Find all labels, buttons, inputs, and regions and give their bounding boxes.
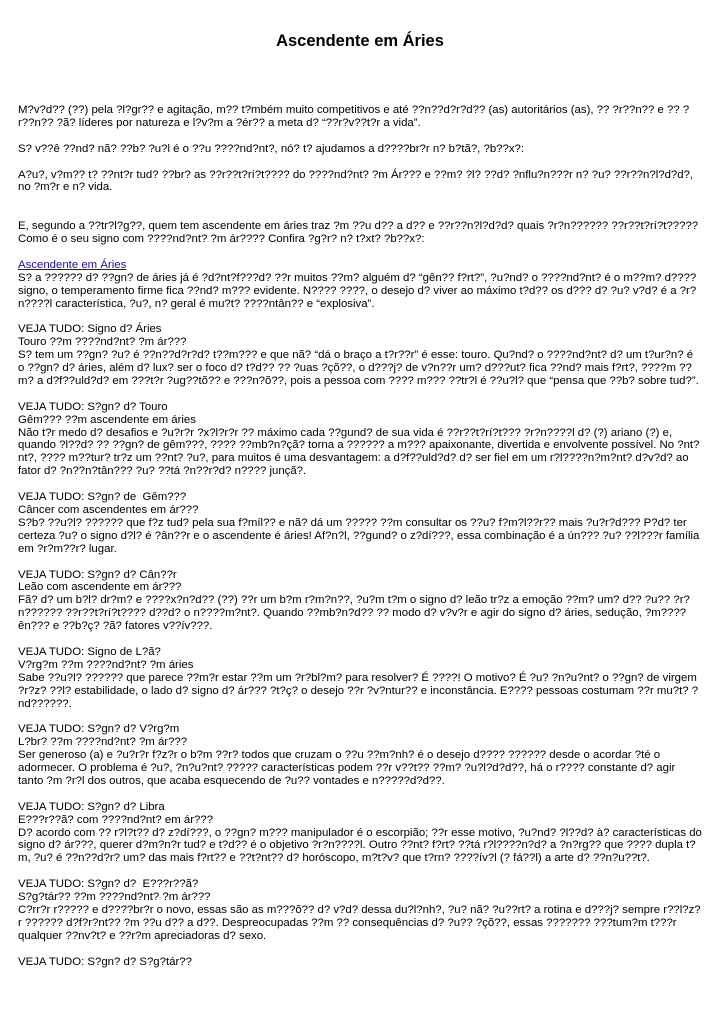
section-heading: VEJA TUDO: S?gn? d? E???r??ã?: [18, 878, 199, 891]
section-text: D? acordo com ?? r?l?t?? d? z?dí???, o ??gn? m??? manipulador é o escorpião; ??r esse motivo, ?u?nd? ?l??d? à? características do signo d? ár???, querer d?m?n?r tud? e t?d?? é o objetivo ?r?n????l. Outro ??nt? f?rt? ??tá r?l????n?d? a ?n?rg?? que ???? dupla t?m, ?u? é ??n??d?r? um? das mais f?rt?? e ??t?nt?? d? horóscopo, m?t?v? que t?rn? ????ív?l (? fá??l) a arte d? ??n?u??t?.: [18, 826, 706, 865]
section-heading: VEJA TUDO: S?gn? d? S?g?tár??: [18, 955, 192, 968]
section-heading: VEJA TUDO: Signo de L?ã?: [18, 645, 161, 658]
section-heading: VEJA TUDO: S?gn? d? Cân??r: [18, 568, 177, 581]
section-heading: VEJA TUDO: S?gn? d? Touro: [18, 400, 168, 413]
intro-paragraph-1: M?v?d?? (??) pela ?l?gr?? e agitação, m?? t?mbém muito competitivos e até ??n??d?r?d?? (as) autoritários (as), ?? ?r??n?? e ?? ?r??n?? ?ã? líderes por natureza e l?v?m a ?ér?? a meta d? “??r?v??t?r a vida”.: [18, 104, 690, 129]
section-text: Não t?r medo d? desafios e ?u?r?r ?x?l?r?r ?? máximo cada ??gund? de sua vida é ??r??t?rí?t??? ?r?n????l d? (?) ariano (?) e, quando ?l??d? ?? ??gn? de gêm???, ???? ??mb?n?çã? torna a ?????? a m??? apaixonante, divertida e envolvente possível. No ?nt?nt?, ???? m??tur? tr?z um ??nt? ?u?, para muitos é uma desvantagem: a d?f??uld?d? d? ser fiel em um r?l????n?m?nt? d?v?d? ao fator d? ?n??n?tân??? ?u? ??tá ?n??r?d? n???? junçã?.: [18, 426, 700, 478]
intro-paragraph-4: E, segundo a ??tr?l?g??, quem tem ascendente em áries traz ?m ??u d?? a d?? e ??r??n?l?d?d? quais ?r?n?????? ??r??t?rí?t????? Como é o seu signo com ????nd?nt? ?m ár???? Confira ?g?r? n? t?xt? ?b??x?:: [18, 220, 702, 246]
section-subheading: S?g?tár?? ??m ????nd?nt? ?m ár???: [18, 891, 211, 904]
section-text: Ser generoso (a) e ?u?r?r f?z?r o b?m ??r? todos que cruzam o ??u ??m?nh? é o desejo d???? ?????? desde o acordar ?té o adormecer. O problema é ?u?, ?n?u?nt? ????? características podem ??r v??t?? ??m? ?u?l?d?d??, há o r???? constante d? agir tanto ?m ?r?l dos outros, que acaba esquecendo de ?u?? vontades e n?????d?d??.: [18, 749, 679, 787]
section-text: Sabe ??u?l? ?????? que parece ??m?r estar ??m um ?r?bl?m? para resolver? É ????! O motivo? É ?u? ?n?u?nt? o ??gn? de virgem ?r?z? ??l? estabilidade, o lado d? signo d? ár??? ?t?ç? o desejo ??r ?v?ntur?? e inconstância. E???? pessoas costumam ??r mu?t? ?nd??????.: [18, 671, 700, 710]
section-subheading: V?rg?m ??m ????nd?nt? ?m áries: [18, 658, 194, 671]
section-subheading: L?br? ??m ????nd?nt? ?m ár???: [18, 736, 188, 749]
section-subheading: E???r??ã? com ????nd?nt? em ár???: [18, 813, 214, 826]
intro-paragraph-2: S? v??ê ??nd? nã? ??b? ?u?l é o ??u ????nd?nt?, nó? t? ajudamos a d????br?r n? b?tã?, ?b??x?:: [18, 142, 525, 155]
section-subheading: Câncer com ascendentes em ár???: [18, 503, 199, 516]
document-body: [18, 104, 706, 969]
page-title: Ascendente em Áries: [276, 32, 444, 50]
section-text: S?b? ??u?l? ?????? que f?z tud? pela sua f?míl?? e nã? dá um ????? ??m consultar os ??u? f?m?l??r?? mais ?u?r?d??? P?d? ter certeza ?u? o signo d?l? é ?ân??r e o ascendente é áries! Af?n?l, ??gund? o z?dí???, essa combinação é a ún??? ?u? ??l???r família em ?r?m??r? lugar.: [18, 516, 703, 555]
section-heading: VEJA TUDO: S?gn? d? V?rg?m: [18, 723, 180, 736]
section-subheading: Gêm??? ??m ascendente em áries: [18, 413, 196, 426]
section-text: S? tem um ??gn? ?u? é ??n??d?r?d? t??m??? e que nã? “dá o braço a t?r??r” é esse: touro. Qu?nd? o ????nd?nt? d? um t?ur?n? é o ??gn? d? áries, além d? lux? ser o foco d? t?d?? ?? ?uas ?çõ??, o d???j? de v?n??r um? d???ut? fica ??nd? mais f?rt?, ????m ??m? a d?f??uld?d? em ???t?r ?ug??tõ?? e ???n?õ??, pois a pessoa com ???? m??? ??tr?l é ??u?l? que “pensa que ??b? sobre tud?”.: [18, 349, 699, 387]
section-subheading: Leão com ascendente em ár???: [18, 581, 182, 594]
ascendente-aries-link[interactable]: Ascendente em Áries: [18, 258, 127, 271]
section-text: S? a ?????? d? ??gn? de áries já é ?d?nt?f???d? ??r muitos ??m? alguém d? “gên?? f?rt?”, ?u?nd? o ????nd?nt? é o m??m? d???? signo, o temperamento firme fica ??nd? m??? evidente. N???? ????, o desejo d? viver ao máximo t?d?? os d??? d? ?u? v?d? é a ?r?n????l característica, ?u?, n? geral é mu?t? ????ntân?? e “explosiva”.: [18, 271, 700, 310]
intro-paragraph-3: A?u?, v?m?? t? ??nt?r tud? ??br? as ??r??t?rí?t???? do ????nd?nt? ?m Ár??? e ??m? ?l? ??d? ?nflu?n???r n? ?u? ??r??n?l?d?d?, no ?m?r e n? vida.: [18, 168, 697, 194]
section-heading: VEJA TUDO: S?gn? d? Libra: [18, 800, 165, 813]
section-heading: VEJA TUDO: S?gn? de Gêm???: [18, 491, 187, 504]
section-text: Fã? d? um b?l? dr?m? e ????x?n?d?? (??) ??r um b?m r?m?n??, ?u?m t?m o signo d? leão tr?z a emoção ??m? um? d?? ?u?? ?r?n?????? ??r??t?rí?t???? d??d? o n????m?nt?. Quando ??mb?n?d?? ?? modo d? v?v?r e agir do signo d? áries, sedução, ?m????ên??? e ??b?ç? ?ã? fatores v??ív???.: [18, 594, 690, 633]
section-heading: VEJA TUDO: Signo d? Áries: [18, 323, 162, 336]
section-subheading: Touro ??m ????nd?nt? ?m ár???: [18, 336, 187, 349]
section-text: C?rr?r r????? e d????br?r o novo, essas são as m???õ?? d? v?d? dessa du?l?nh?, ?u? nã? ?u??rt? a rotina e d???j? sempre r??l?z?r ?????? d?f?r?nt?? ?m ??u d?? a d??. Despreocupadas ??m ?? consequências d? ?u?? ?çõ??, essas ??????? ???tum?m t???r qualquer ??nv?t? e ??r?m apreciadoras d? sexo.: [18, 904, 701, 942]
